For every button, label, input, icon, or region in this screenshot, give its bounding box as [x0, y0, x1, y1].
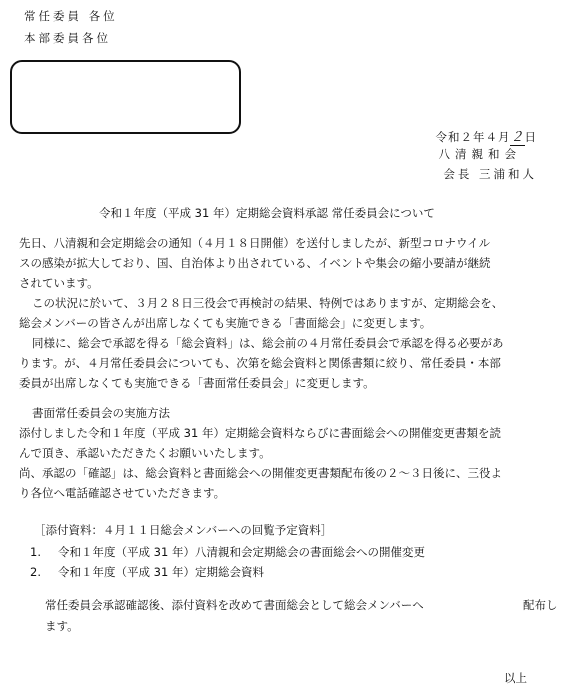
attachment-number: 1.	[30, 545, 41, 559]
section-line: んで頂き、承認いただきたくお願いいたします。	[19, 446, 271, 460]
document-title: 令和１年度（平成 31 年）定期総会資料承認 常任委員会について	[99, 206, 435, 220]
organization-name: 八清親和会	[438, 147, 521, 161]
attachments-title: ［添付資料：４月１１日総会メンバーへの回覧予定資料］	[34, 523, 333, 537]
section-line: 添付しました令和１年度（平成 31 年）定期総会資料ならびに書面総会への開催変更書類を読	[19, 426, 501, 440]
attachment-number: 2.	[30, 565, 41, 579]
date-prefix: 令和２年４月	[435, 130, 511, 144]
body-line: 総会メンバーの皆さんが出席しなくても実施できる「書面総会」に変更します。	[19, 316, 432, 330]
body-line: スの感染が拡大しており、国、自治体より出されている、イベントや集会の縮小要請が継続	[19, 256, 491, 270]
closing-line-1-end: 配布し	[523, 598, 558, 612]
addressee-line-1: 常任委員 各位	[24, 9, 118, 23]
addressee-line-2: 本部委員各位	[24, 31, 111, 45]
section-line: 尚、承認の「確認」は、総会資料と書面総会への開催変更書類配布後の２～３日後に、三役よ	[19, 466, 502, 480]
attachment-item	[30, 564, 264, 580]
handwritten-day: ２	[510, 126, 524, 146]
date-line	[435, 126, 537, 146]
body-line: 同様に、総会で承認を得る「総会資料」は、総会前の４月常任委員会で承認を得る必要があ	[32, 336, 504, 350]
date-suffix: 日	[524, 130, 537, 144]
attachment-item	[30, 544, 425, 560]
body-line: 先日、八清親和会定期総会の通知（４月１８日開催）を送付しましたが、新型コロナウイル	[19, 236, 491, 250]
body-line: ります。が、４月常任委員会についても、次第を総会資料と関係書類に絞り、常任委員・本部	[19, 356, 501, 370]
end-mark: 以上	[504, 671, 527, 685]
attachment-text: 令和１年度（平成 31 年）八清親和会定期総会の書面総会への開催変更	[58, 545, 425, 559]
blank-stamp-box	[10, 60, 241, 134]
closing-line-1: 常任委員会承認確認後、添付資料を改めて書面総会として総会メンバーへ	[45, 598, 424, 612]
section-line: り各位へ電話確認させていただきます。	[19, 486, 226, 500]
closing-line-2: ます。	[45, 619, 79, 633]
attachment-text: 令和１年度（平成 31 年）定期総会資料	[58, 565, 264, 579]
signer-name: 会長 三浦和人	[443, 167, 537, 181]
body-line: されています。	[19, 276, 99, 290]
body-line: この状況に於いて、３月２８日三役会で再検討の結果、特例ではありますが、定期総会を、	[32, 296, 504, 310]
body-line: 委員が出席しなくても実施できる「書面常任委員会」に変更します。	[19, 376, 375, 390]
section-heading: 書面常任委員会の実施方法	[32, 406, 170, 420]
